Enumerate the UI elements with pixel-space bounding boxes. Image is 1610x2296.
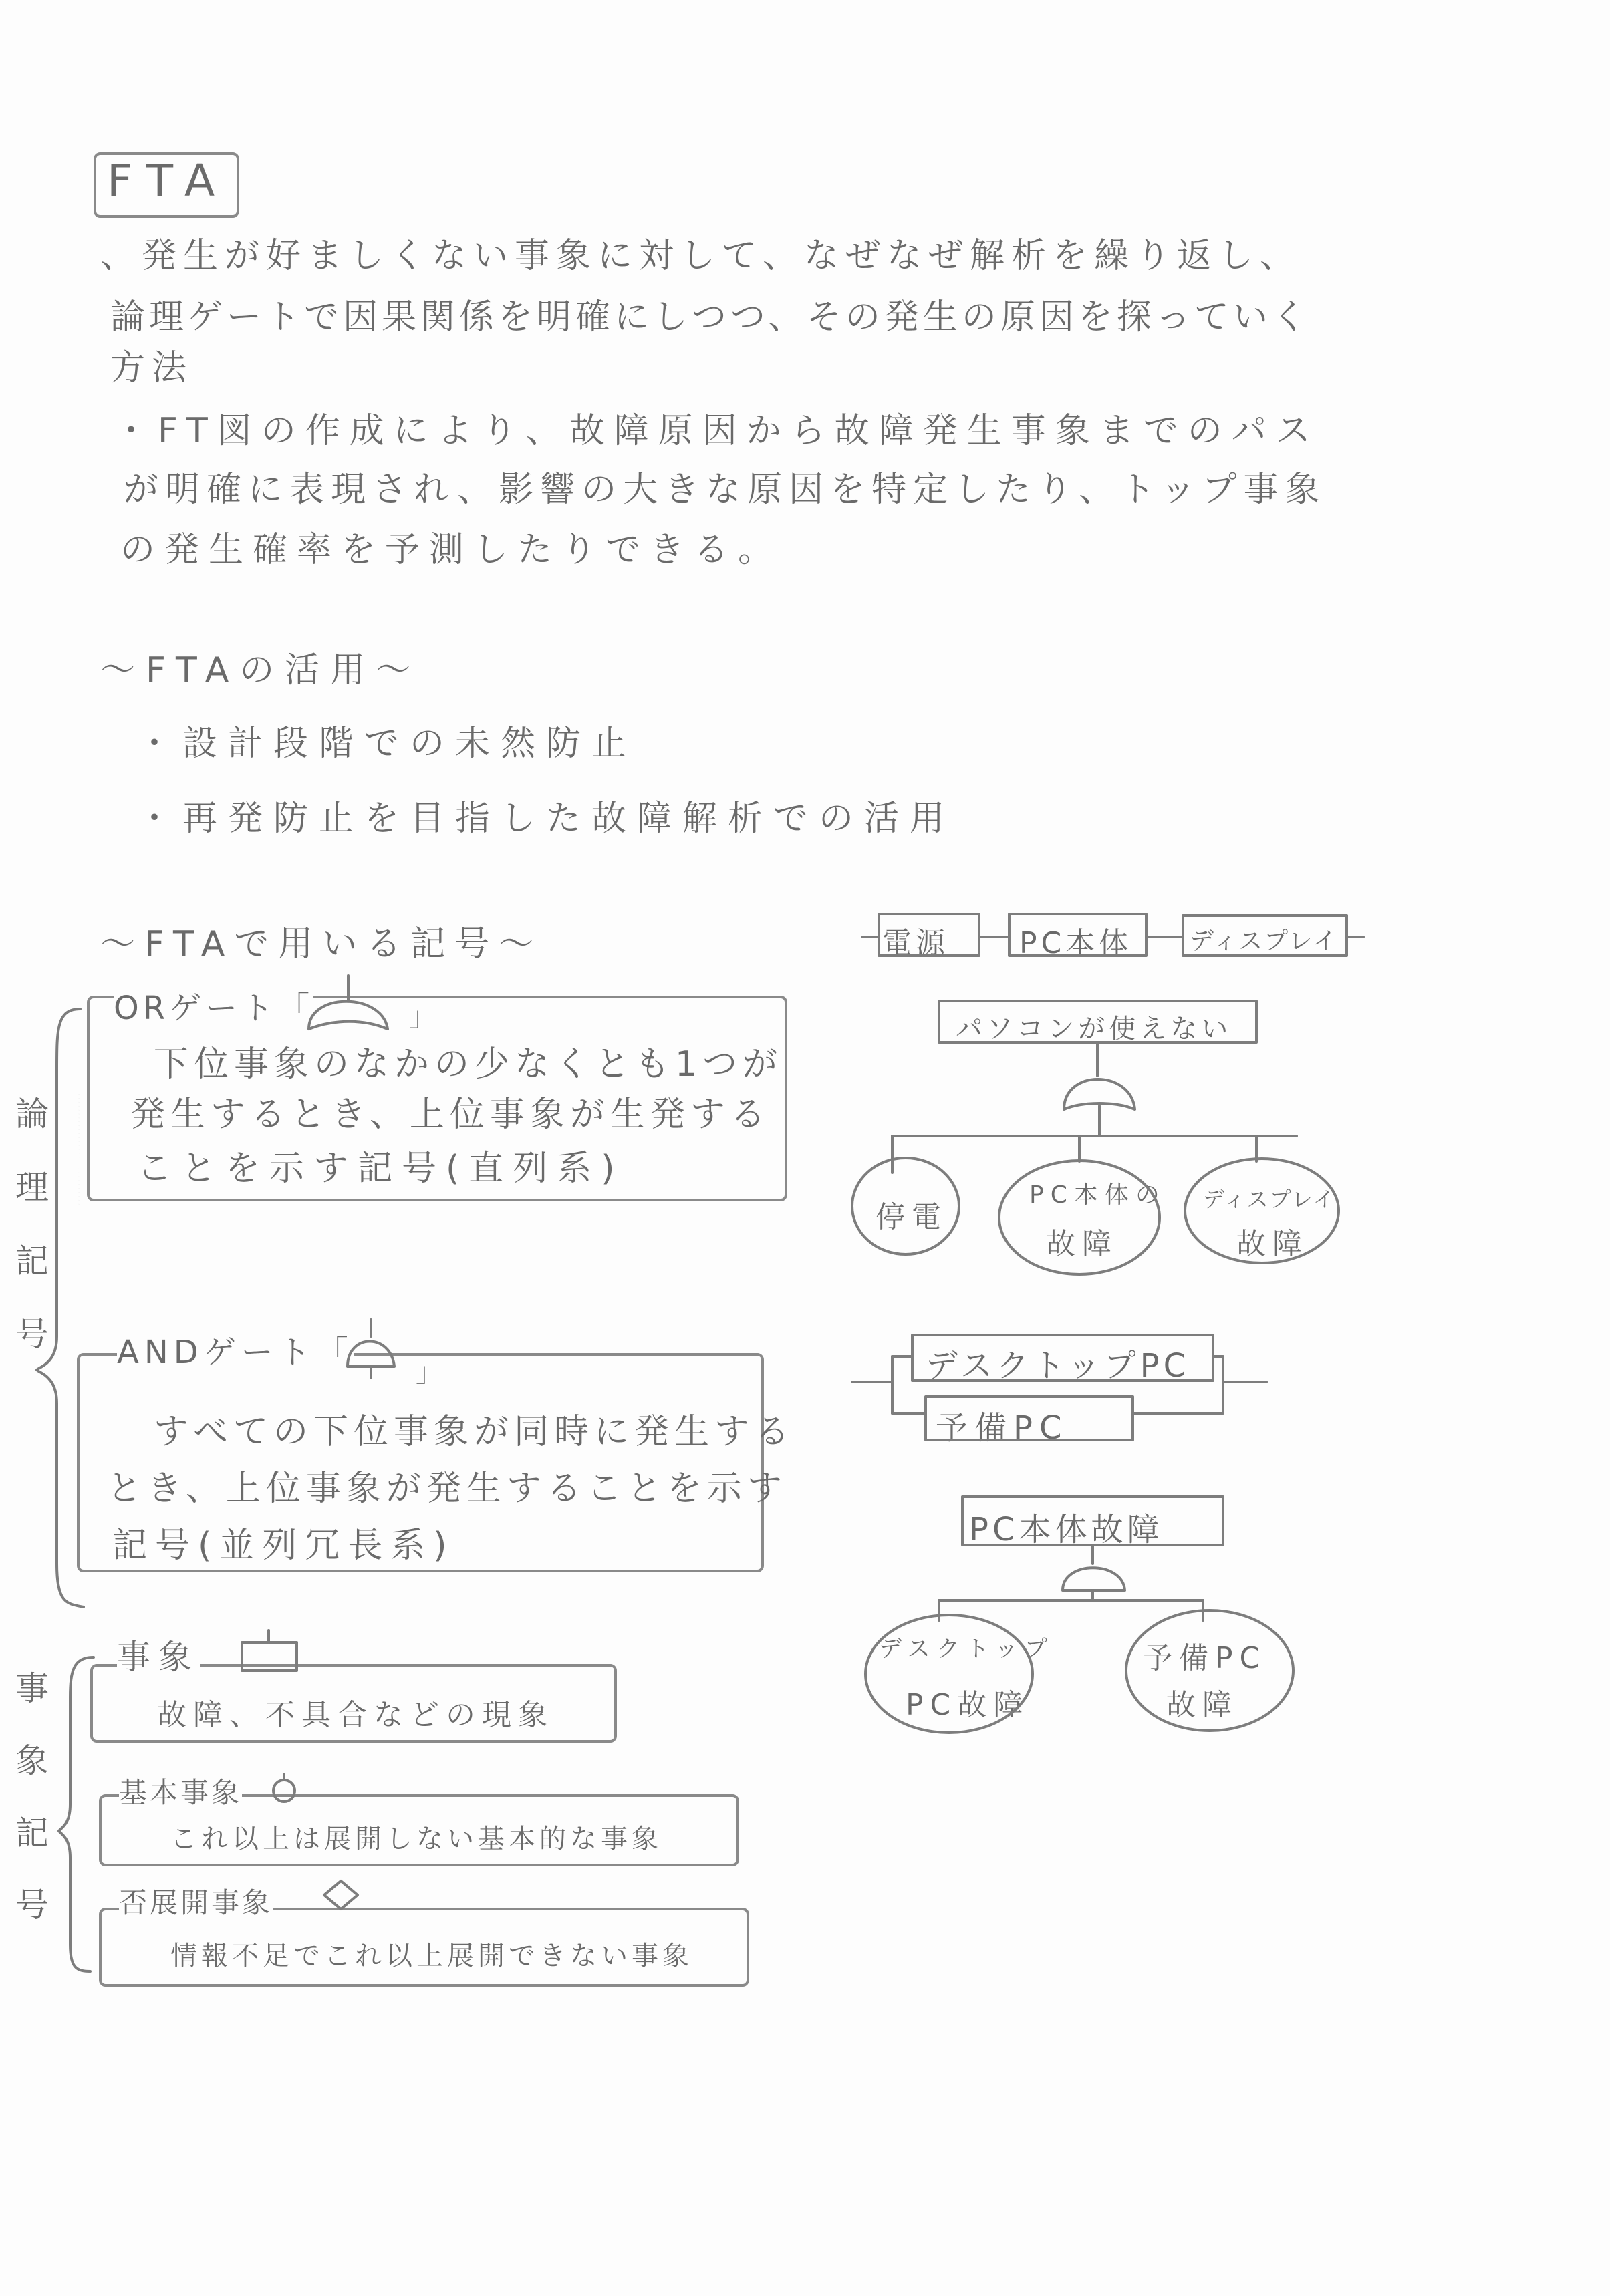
undeveloped-event-desc: 情報不足でこれ以上展開できない事象: [170, 1941, 693, 1971]
event-symbol: [242, 1642, 297, 1671]
and-gate-line-3: 記号(並列冗長系): [112, 1526, 455, 1566]
example2-top-event: PC本体故障: [969, 1511, 1164, 1548]
event-title: 事象: [117, 1630, 200, 1679]
intro-line-4: ・FT図の作成により、故障原因から故障発生事象までのパス: [114, 411, 1320, 451]
event-brace: [59, 1657, 94, 1971]
parallel-label-desktop: デスクトップPC: [926, 1347, 1190, 1385]
or-gate-line-1: 下位事象のなかの少なくとも1つが: [154, 1044, 783, 1085]
series-label-display: ディスプレイ: [1190, 927, 1338, 955]
and-gate-symbol: [348, 1342, 394, 1367]
or-gate-close: 」: [409, 1002, 442, 1032]
example2-child-1-l2: PC故障: [906, 1688, 1030, 1722]
example1-child-1: 停電: [876, 1200, 948, 1234]
example1-child-3-l2: 故障: [1236, 1227, 1309, 1261]
and-gate-line-1: すべての下位事象が同時に発生する: [154, 1412, 795, 1452]
and-gate-close: 」: [416, 1357, 449, 1388]
undeveloped-event-symbol: [324, 1881, 358, 1909]
logic-symbols-label: 論理記号: [10, 1096, 49, 1390]
undeveloped-event-title: 否展開事象: [119, 1881, 273, 1921]
or-gate-title: ORゲート「: [114, 982, 313, 1028]
basic-event-title: 基本事象: [119, 1771, 242, 1811]
example1-top-event: パソコンが使えない: [956, 1014, 1232, 1044]
series-label-power: 電源: [882, 926, 949, 960]
and-gate-title: ANDゲート「: [117, 1326, 354, 1373]
parallel-label-spare: 予備PC: [936, 1409, 1069, 1447]
symbols-heading: 〜FTAで用いる記号〜: [100, 924, 543, 964]
example1-child-3-l1: ディスプレイ: [1203, 1187, 1336, 1212]
example2-child-2-l2: 故障: [1166, 1688, 1238, 1722]
example1-child-2-l1: PC本体の: [1029, 1181, 1166, 1209]
logic-brace: [37, 1009, 84, 1607]
intro-line-1: 、発生が好ましくない事象に対して、なぜなぜ解析を繰り返し、: [100, 236, 1301, 276]
usage-item-2: ・再発防止を目指した故障解析での活用: [137, 799, 956, 839]
event-desc: 故障、不具合などの現象: [157, 1698, 554, 1732]
intro-line-3: 方法: [110, 348, 194, 388]
basic-event-desc: これ以上は展開しない基本的な事象: [170, 1824, 662, 1854]
or-gate-line-2: 発生するとき、上位事象が生発する: [130, 1095, 771, 1135]
or-gate-symbol: [309, 1002, 388, 1029]
usage-heading: 〜FTAの活用〜: [100, 650, 422, 690]
usage-item-1: ・設計段階での未然防止: [137, 724, 638, 764]
and-gate-line-2: とき、上位事象が発生することを示す: [107, 1469, 787, 1509]
example2-child-2-l1: 予備PC: [1143, 1641, 1267, 1675]
example1-child-2-l2: 故障: [1046, 1227, 1118, 1261]
series-label-pc: PC本体: [1019, 926, 1133, 960]
intro-line-2: 論理ゲートで因果関係を明確にしつつ、その発生の原因を探っていく: [110, 297, 1311, 337]
intro-line-5: が明確に表現され、影響の大きな原因を特定したり、トップ事象: [124, 470, 1327, 510]
or-gate-line-3: ことを示す記号(直列系): [137, 1149, 624, 1189]
basic-event-symbol: [273, 1780, 295, 1802]
fta-title: FTA: [107, 155, 230, 206]
event-symbols-label: 事象記号: [10, 1671, 49, 1959]
intro-line-6: の発生確率を予測したりできる。: [120, 530, 783, 570]
example2-child-1-l1: デスクトップ: [879, 1636, 1054, 1663]
